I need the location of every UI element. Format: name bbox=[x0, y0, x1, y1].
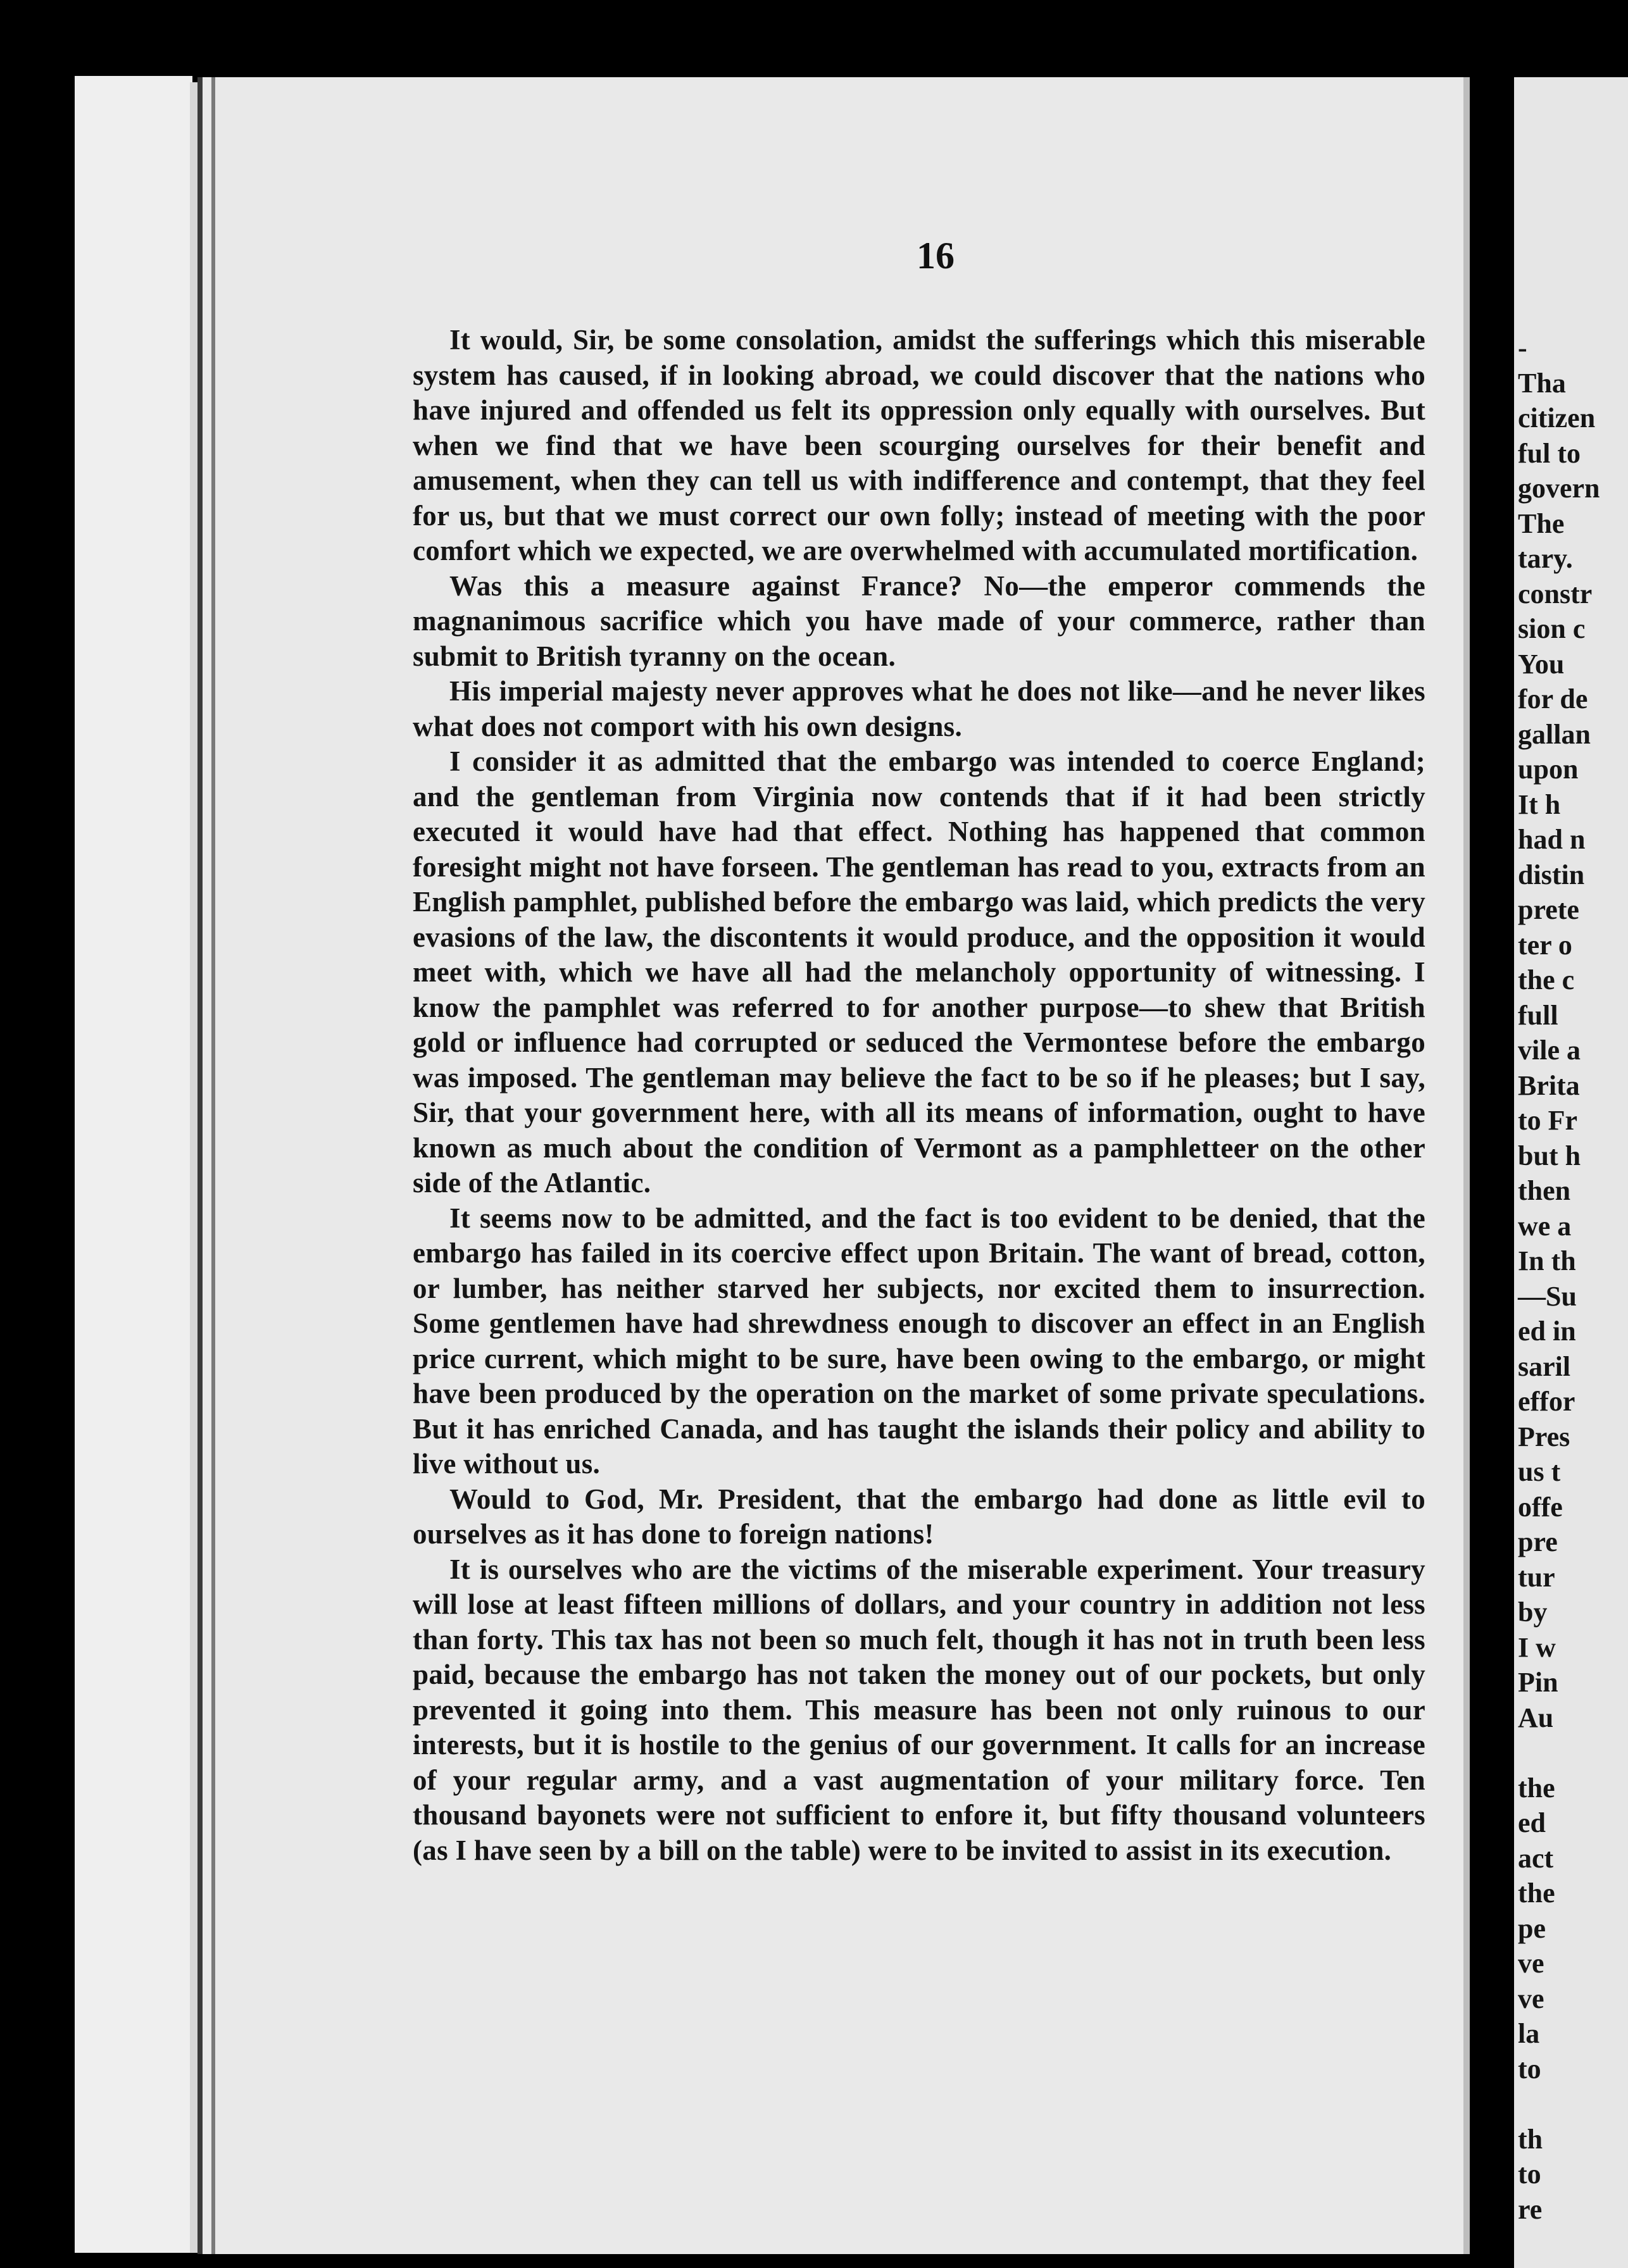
facing-page-line: for de bbox=[1518, 683, 1588, 714]
facing-page-line: prete bbox=[1518, 894, 1579, 925]
facing-page-text bbox=[1518, 330, 1628, 2227]
facing-page-line: the bbox=[1518, 1878, 1555, 1909]
facing-page bbox=[1514, 77, 1628, 2268]
facing-page-line: It h bbox=[1518, 788, 1561, 820]
facing-page-line: to bbox=[1518, 2159, 1541, 2190]
facing-page-line: effor bbox=[1518, 1386, 1575, 1417]
facing-page-line: vile a bbox=[1518, 1035, 1581, 1066]
facing-page-line: I w bbox=[1518, 1631, 1556, 1663]
facing-page-line: the c bbox=[1518, 964, 1575, 995]
left-margin bbox=[75, 76, 192, 2253]
facing-page-line bbox=[1518, 1735, 1628, 1771]
facing-page-line: ed bbox=[1518, 1807, 1546, 1838]
facing-page-line: Brita bbox=[1518, 1069, 1580, 1101]
facing-page-line: In th bbox=[1518, 1245, 1576, 1276]
paragraph: It would, Sir, be some consolation, amidst the sufferings which this miserable system has caused, if in looking abroad, we could discover that the nations who have injured and offended us felt its oppression only equally with ourselves. But when we find that we have been scourging ourselves for their benefit and amusement, when they can tell us with indifference and contempt, that they feel for us, but that we must correct our own folly; instead of meeting with the poor comfort which we expected, we are overwhelmed with accumulated mortification. bbox=[413, 324, 1425, 566]
facing-page-line: Au bbox=[1518, 1702, 1554, 1733]
facing-page-line: Pin bbox=[1518, 1667, 1558, 1698]
facing-page-line: govern bbox=[1518, 473, 1600, 504]
paragraph: Would to God, Mr. President, that the embargo had done as little evil to ourselves as it has done to foreign nations! bbox=[413, 1483, 1425, 1550]
facing-page-line: You bbox=[1518, 648, 1565, 680]
facing-page-line: —Su bbox=[1518, 1280, 1577, 1312]
facing-page-line: Tha bbox=[1518, 367, 1566, 399]
facing-page-line: upon bbox=[1518, 754, 1579, 785]
facing-page-line: gallan bbox=[1518, 718, 1591, 750]
facing-page-line: ve bbox=[1518, 1983, 1544, 2014]
paragraph: It seems now to be admitted, and the fact is too evident to be denied, that the embargo has failed in its coercive effect upon Britain. The want of bread, cotton, or lumber, has neither starved her subjects, nor excited them to insurrection. Some gentlemen have had shrewdness enough to discover an effect in an English price current, which might to be sure, have been owing to the embargo, or might have been produced by the operation on the market of some private speculations. But it has enriched Canada, and has taught the islands their policy and ability to live without us. bbox=[413, 1202, 1425, 1480]
page-gutter bbox=[1470, 70, 1514, 2268]
page-number: 16 bbox=[917, 235, 955, 277]
facing-page-line: the bbox=[1518, 1772, 1555, 1804]
facing-page-line: saril bbox=[1518, 1350, 1571, 1382]
facing-page-line bbox=[1518, 2086, 1628, 2122]
facing-page-line: Pres bbox=[1518, 1421, 1570, 1452]
facing-page-line: citizen bbox=[1518, 402, 1596, 433]
facing-page-line: distin bbox=[1518, 859, 1585, 890]
facing-page-line: re bbox=[1518, 2193, 1543, 2225]
facing-page-line: us t bbox=[1518, 1456, 1561, 1487]
facing-page-line: pe bbox=[1518, 1912, 1546, 1944]
facing-page-line: la bbox=[1518, 2018, 1540, 2049]
page-body bbox=[413, 323, 1425, 1868]
paragraph: Was this a measure against France? No—the emperor commends the magnanimous sacrifice which you have made of your commerce, rather than submit to British tyranny on the ocean. bbox=[413, 570, 1425, 672]
paragraph: It is ourselves who are the victims of the miserable experiment. Your treasury will lose at least fifteen millions of dollars, and your country in addition not less than forty. This tax has not been so much felt, though it has not in truth been less paid, because the embargo has not taken the money out of our pockets, but only prevented it going into them. This measure has been not only ruinous to our interests, but it is hostile to the genius of our government. It calls for an increase of your regular army, and a vast augmentation of your military force. Ten thousand bayonets were not sufficient to enfore it, but fifty thousand volunteers (as I have seen by a bill on the table) were to be invited to assist in its execution. bbox=[413, 1553, 1425, 1866]
facing-page-line: offe bbox=[1518, 1491, 1563, 1523]
facing-page-line: sion c bbox=[1518, 613, 1586, 644]
facing-page-line: we a bbox=[1518, 1210, 1572, 1242]
facing-page-line: full bbox=[1518, 999, 1558, 1031]
facing-page-line: then bbox=[1518, 1175, 1571, 1206]
facing-page-line: ful to bbox=[1518, 437, 1581, 469]
facing-page-line: to bbox=[1518, 2053, 1541, 2084]
facing-page-line: act bbox=[1518, 1842, 1554, 1874]
facing-page-line: to Fr bbox=[1518, 1105, 1578, 1136]
facing-page-line: The bbox=[1518, 508, 1565, 539]
facing-page-line: ve bbox=[1518, 1948, 1544, 1979]
facing-page-line: ter o bbox=[1518, 929, 1572, 961]
left-margin-edge bbox=[190, 82, 197, 2253]
facing-page-line: constr bbox=[1518, 578, 1593, 609]
facing-page-line: but h bbox=[1518, 1140, 1581, 1171]
facing-page-line: - bbox=[1518, 332, 1527, 363]
paragraph: I consider it as admitted that the embargo was intended to coerce England; and the gentleman from Virginia now contends that if it had been strictly executed it would have had that effect. Nothing has happened that common foresight might not have forseen. The gentleman has read to you, extracts from an English pamphlet, published before the embargo was laid, which predicts the very evasions of the law, the discontents it would produce, and the opposition it would meet with, which we have all had the melancholy opportunity of witnessing. I know the pamphlet was referred to for another purpose—to shew that British gold or influence had corrupted or seduced the Vermontese before the embargo was imposed. The gentleman may believe the fact to be so if he pleases; but I say, Sir, that your government here, with all its means of information, ought to have known as much about the condition of Vermont as a pamphletteer on the other side of the Atlantic. bbox=[413, 745, 1425, 1199]
facing-page-line: by bbox=[1518, 1597, 1548, 1628]
facing-page-line: th bbox=[1518, 2123, 1543, 2155]
paragraph: His imperial majesty never approves what he does not like—and he never likes what does not comport with his own designs. bbox=[413, 675, 1425, 742]
facing-page-line: pre bbox=[1518, 1526, 1558, 1557]
facing-page-line: tur bbox=[1518, 1561, 1555, 1593]
facing-page-line: ed in bbox=[1518, 1316, 1576, 1347]
facing-page-line: tary. bbox=[1518, 543, 1573, 574]
facing-page-line: had n bbox=[1518, 824, 1586, 855]
